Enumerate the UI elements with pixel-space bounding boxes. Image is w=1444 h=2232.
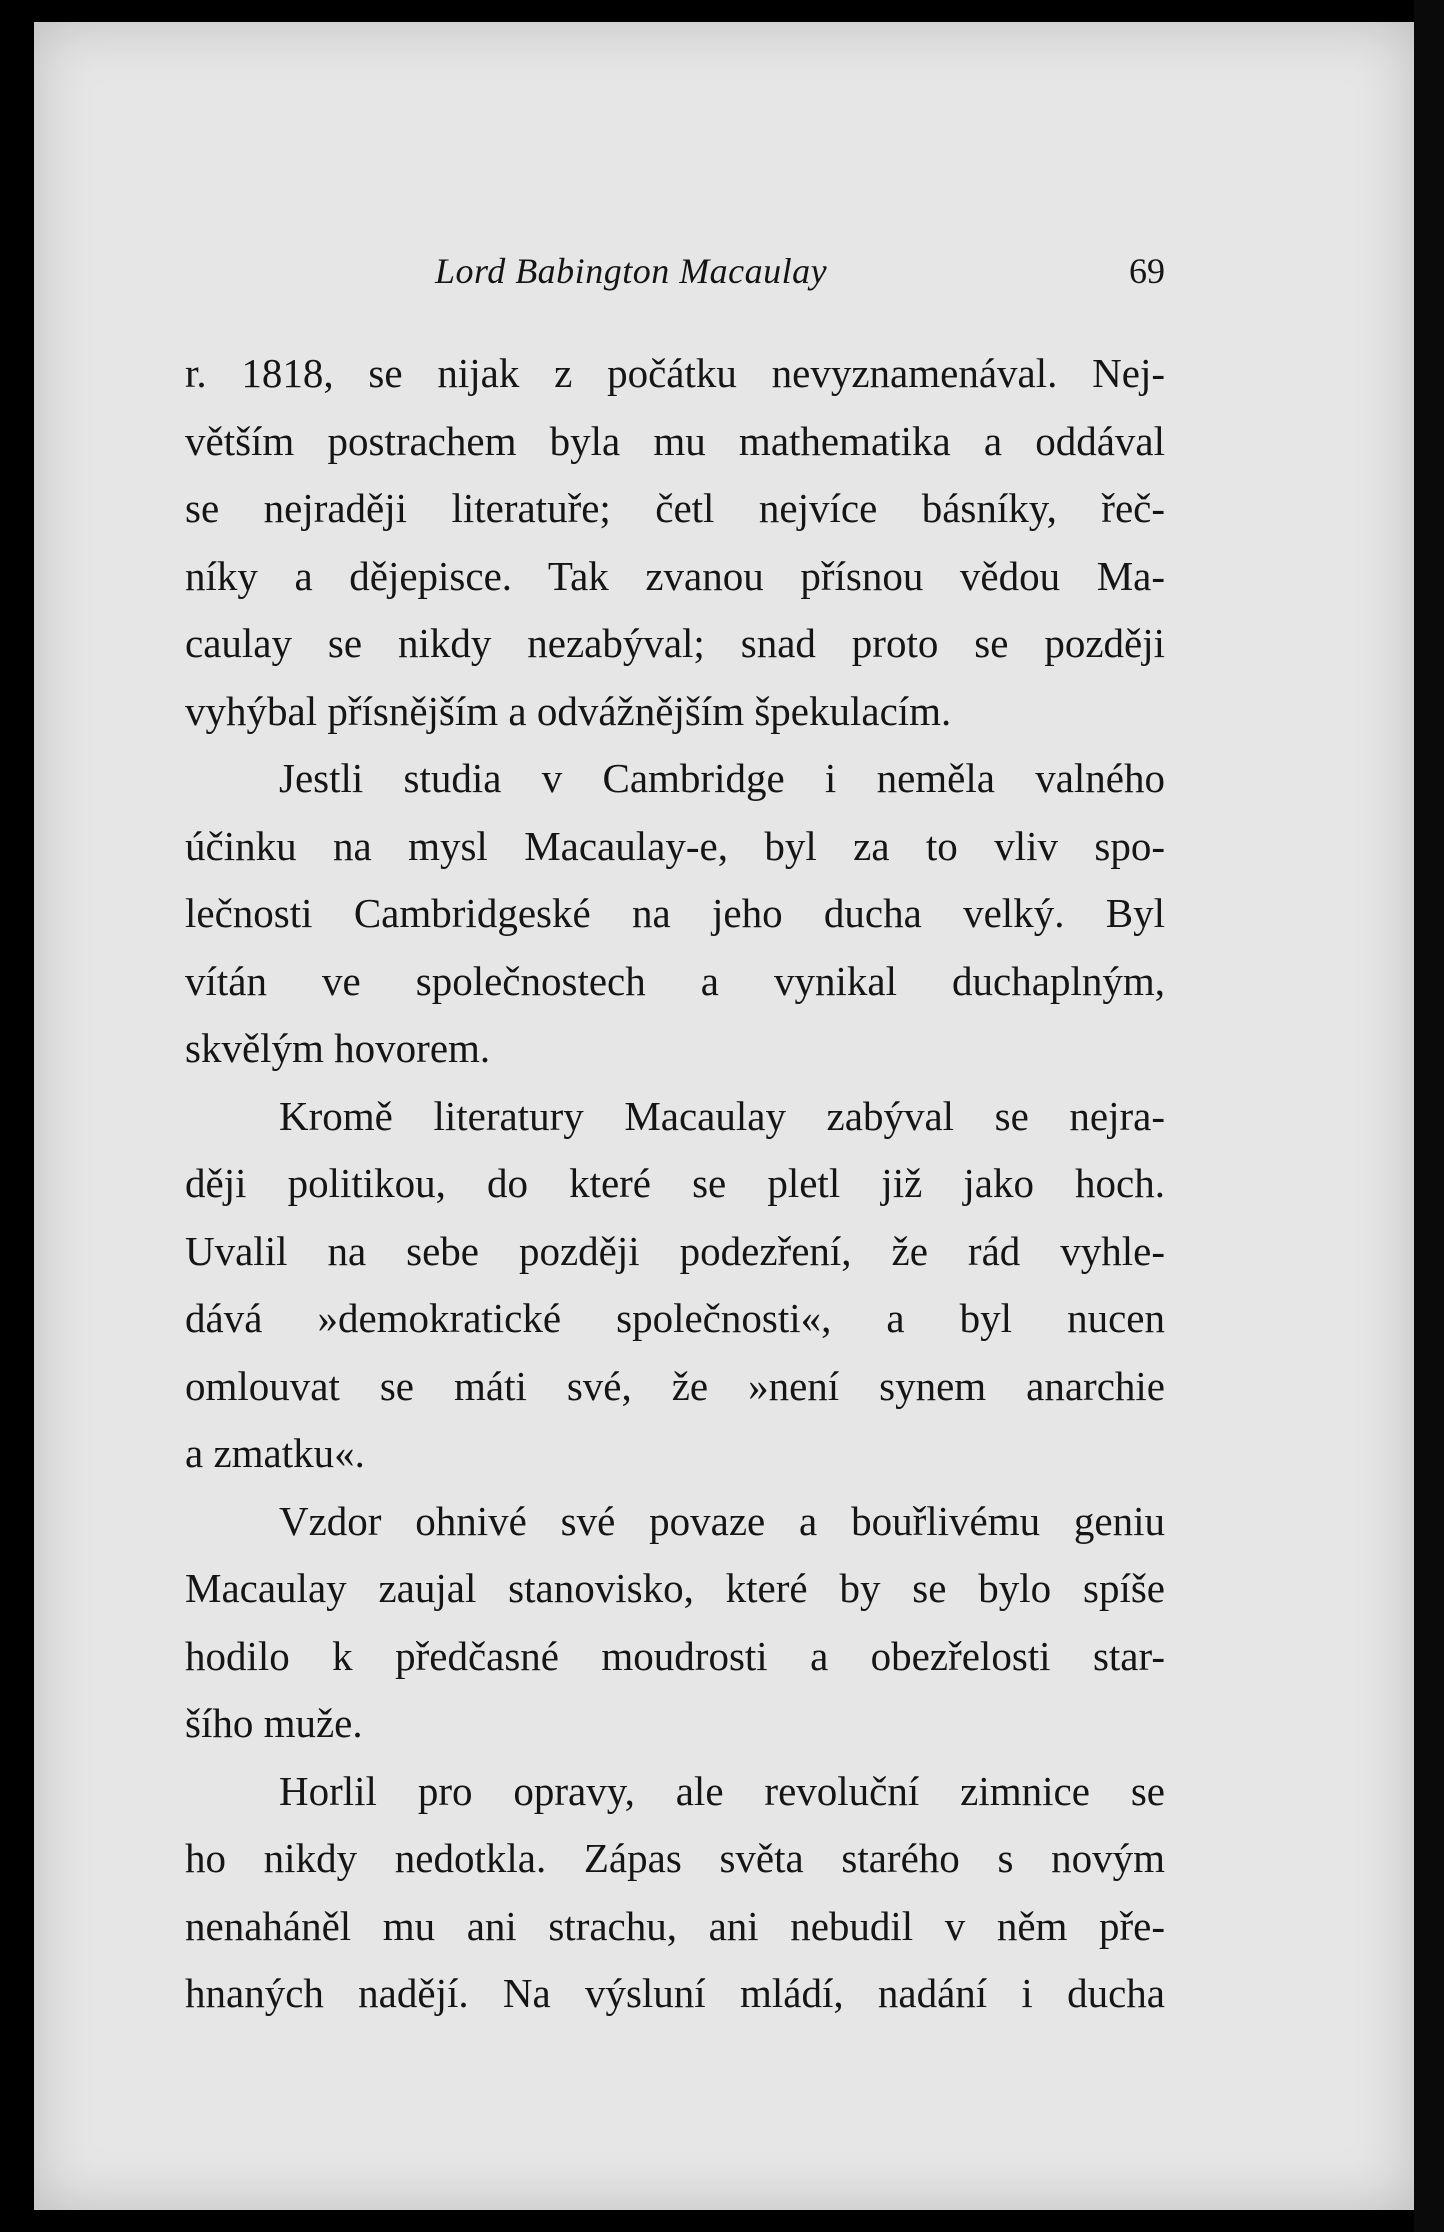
body-text bbox=[185, 340, 1165, 2028]
text-line: Uvalil na sebe později podezření, že rád vyhle- bbox=[185, 1227, 1165, 1274]
paragraph bbox=[185, 340, 1165, 745]
text-line: nenaháněl mu ani strachu, ani nebudil v něm pře- bbox=[185, 1902, 1165, 1949]
text-line: skvělým hovorem. bbox=[185, 1025, 491, 1071]
text-line: Jestli studia v Cambridge i neměla valného bbox=[279, 755, 1165, 801]
text-line: větším postrachem byla mu mathematika a oddával bbox=[185, 417, 1165, 464]
text-line: účinku na mysl Macaulay-e, byl za to vliv spo- bbox=[185, 822, 1165, 869]
text-line: Vzdor ohnivé své povaze a bouřlivému geniu bbox=[279, 1497, 1165, 1544]
text-line: vyhýbal přísnějším a odvážnějším špekulacím. bbox=[185, 687, 952, 734]
paragraph bbox=[185, 745, 1165, 1083]
text-line: hnaných nadějí. Na výsluní mládí, nadání i ducha bbox=[185, 1970, 1165, 2016]
text-line: a zmatku«. bbox=[185, 1430, 365, 1476]
running-title: Lord Babington Macaulay bbox=[435, 251, 828, 291]
text-line: lečnosti Cambridgeské na jeho ducha velký. Byl bbox=[185, 890, 1165, 936]
text-line: Macaulay zaujal stanovisko, které by se bylo spíše bbox=[185, 1565, 1165, 1611]
text-line: šího muže. bbox=[185, 1700, 363, 1746]
text-line: caulay se nikdy nezabýval; snad proto se později bbox=[185, 620, 1165, 666]
page-header bbox=[185, 230, 1165, 310]
page-number: 69 bbox=[1129, 251, 1165, 291]
text-line: ději politikou, do které se pletl již jako hoch. bbox=[185, 1160, 1165, 1206]
text-line: dává »demokratické společnosti«, a byl nucen bbox=[185, 1295, 1165, 1341]
paragraph bbox=[185, 1758, 1165, 2028]
text-line: se nejraději literatuře; četl nejvíce básníky, řeč- bbox=[185, 485, 1165, 531]
paragraph bbox=[185, 1083, 1165, 1488]
paragraph bbox=[185, 1488, 1165, 1758]
text-line: vítán ve společnostech a vynikal duchaplným, bbox=[185, 957, 1165, 1004]
text-line: ho nikdy nedotkla. Zápas světa starého s novým bbox=[185, 1835, 1165, 1881]
text-line: hodilo k předčasné moudrosti a obezřelosti star- bbox=[185, 1632, 1165, 1679]
text-line: Kromě literatury Macaulay zabýval se nejra- bbox=[279, 1092, 1165, 1139]
text-line: níky a dějepisce. Tak zvanou přísnou vědou Ma- bbox=[185, 552, 1165, 599]
page-edge-shadow bbox=[1414, 0, 1444, 2232]
text-line: Horlil pro opravy, ale revoluční zimnice se bbox=[279, 1767, 1165, 1814]
text-line: omlouvat se máti své, že »není synem anarchie bbox=[185, 1362, 1165, 1409]
text-line: r. 1818, se nijak z počátku nevyznamenával. Nej- bbox=[185, 350, 1165, 396]
